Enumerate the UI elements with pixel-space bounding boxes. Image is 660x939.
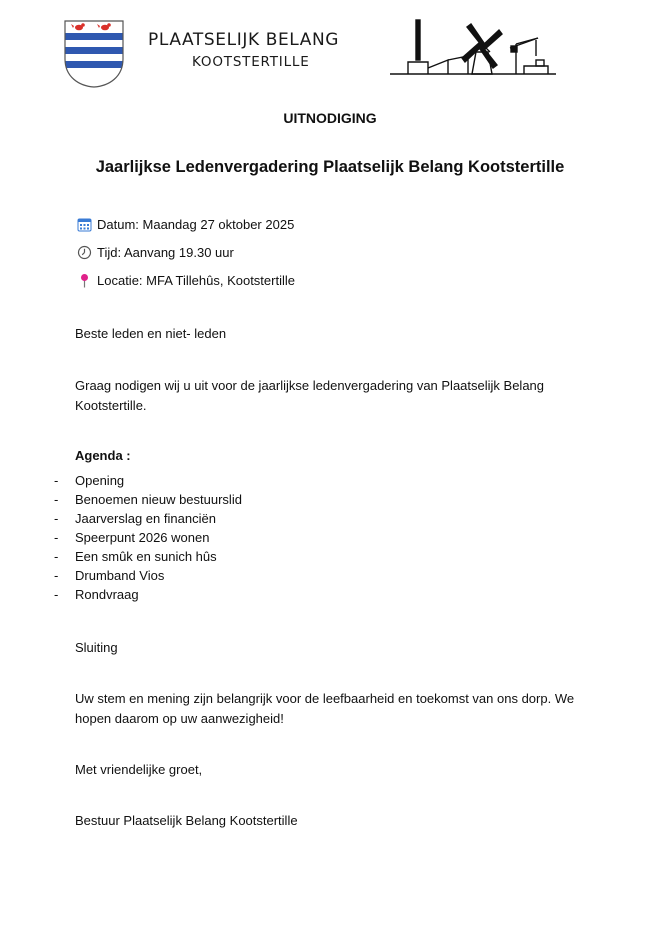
time-row xyxy=(77,245,234,260)
document-heading: UITNODIGING xyxy=(283,110,377,126)
pushpin-icon xyxy=(77,273,92,288)
clock-icon xyxy=(77,245,92,260)
coat-of-arms-icon xyxy=(63,19,125,89)
organization-name: PLAATSELIJK BELANG xyxy=(148,30,340,50)
time-text: Tijd: Aanvang 19.30 uur xyxy=(97,245,234,260)
windmill-skyline-icon xyxy=(388,16,558,78)
location-text: Locatie: MFA Tillehûs, Kootstertille xyxy=(97,273,295,288)
closing-item: Sluiting xyxy=(75,640,118,655)
greeting: Beste leden en niet- leden xyxy=(75,326,227,341)
organization-subtitle: KOOTSTERTILLE xyxy=(192,54,310,70)
regards: Met vriendelijke groet, xyxy=(75,762,203,777)
signature: Bestuur Plaatselijk Belang Kootstertille xyxy=(75,813,298,828)
agenda-label: Agenda : xyxy=(75,448,131,463)
date-row xyxy=(77,217,294,232)
date-text: Datum: Maandag 27 oktober 2025 xyxy=(97,217,295,232)
appeal-paragraph: Uw stem en mening zijn belangrijk voor de leefbaarheid en toekomst van ons dorp. We hopen daarom op uw aanwezigheid! xyxy=(75,691,575,726)
location-row xyxy=(77,273,295,288)
document-title: Jaarlijkse Ledenvergadering Plaatselijk Belang Kootstertille xyxy=(95,158,565,176)
intro-paragraph: Graag nodigen wij u uit voor de jaarlijkse ledenvergadering van Plaatselijk Belang Kootstertille. xyxy=(75,378,545,413)
calendar-icon xyxy=(77,217,92,232)
